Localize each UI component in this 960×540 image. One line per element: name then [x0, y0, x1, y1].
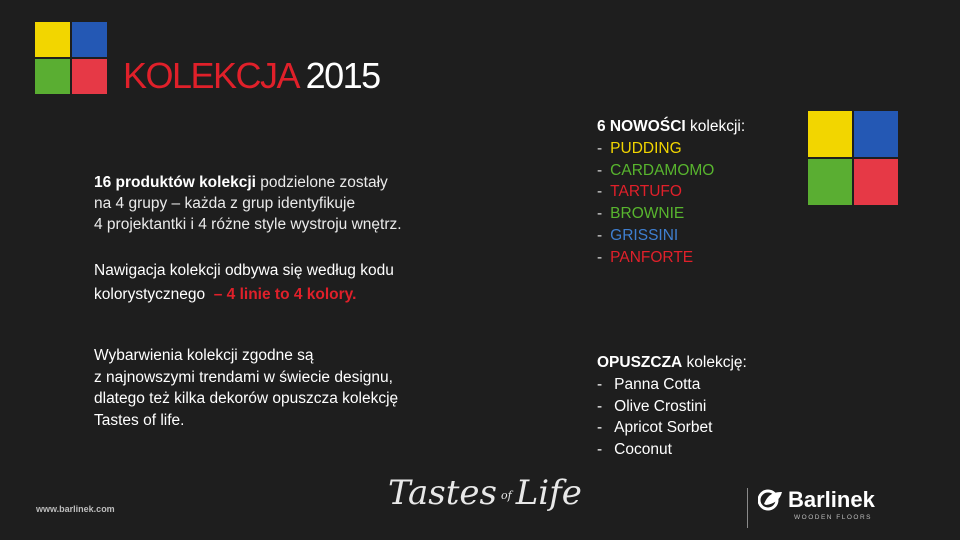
item-dash: - [597, 441, 603, 459]
title-kolekcja: KOLEKCJA [123, 55, 298, 96]
new-items-header [597, 116, 745, 138]
list-item [597, 138, 745, 160]
item-dash: - [597, 226, 603, 244]
green-square [35, 59, 70, 94]
removed-items-header-bold: OPUSZCZA [597, 354, 683, 371]
new-items-list [597, 116, 745, 269]
list-item [597, 417, 747, 439]
red-square [854, 159, 898, 205]
list-item [597, 247, 745, 269]
item-label: GRISSINI [610, 226, 679, 244]
list-item [597, 160, 745, 182]
item-label: TARTUFO [610, 183, 682, 201]
navigation-paragraph [94, 259, 394, 307]
blue-square [72, 22, 107, 57]
item-label: Olive Crostini [614, 397, 707, 415]
yellow-square [35, 22, 70, 57]
list-item [597, 374, 747, 396]
intro-line-1 [94, 172, 402, 193]
item-label: BROWNIE [610, 205, 685, 223]
footer-divider [747, 488, 748, 528]
barlinek-leaf-icon [758, 488, 786, 512]
removed-items-list [597, 352, 747, 461]
item-dash: - [597, 375, 603, 393]
removed-items-header-rest: kolekcję: [682, 354, 747, 371]
item-label: Apricot Sorbet [614, 419, 713, 437]
tastes-of-life-logo [388, 473, 582, 513]
item-dash: - [597, 419, 603, 437]
intro-line-2: na 4 grupy – każda z grup identyfikuje [94, 195, 356, 212]
colours-line-3: dlatego też kilka dekorów opuszcza kolekcję [94, 390, 399, 407]
nav-line-2-text: kolorystycznego [94, 286, 214, 303]
blue-square [854, 111, 898, 157]
red-square [72, 59, 107, 94]
list-item [597, 181, 745, 203]
page-title [123, 55, 380, 96]
logo-of: of [501, 488, 512, 502]
item-label: PANFORTE [610, 248, 694, 266]
nav-line-2 [94, 283, 394, 307]
intro-paragraph [94, 172, 402, 235]
colour-trends-paragraph [94, 345, 398, 431]
logo-life: Life [515, 473, 582, 513]
barlinek-name: Barlinek [788, 487, 875, 512]
item-dash: - [597, 248, 603, 266]
intro-bold: 16 produktów kolekcji [94, 174, 256, 191]
item-dash: - [597, 161, 603, 179]
item-label: CARDAMOMO [610, 161, 715, 179]
intro-line-3: 4 projektantki i 4 różne style wystroju wnętrz. [94, 216, 402, 233]
color-grid-logo-top-left [35, 22, 107, 94]
removed-items-header [597, 352, 747, 374]
item-dash: - [597, 183, 603, 201]
nav-accent: – 4 linie to 4 kolory. [213, 286, 357, 303]
logo-tastes: Tastes [388, 473, 497, 513]
barlinek-tagline: WOODEN FLOORS [794, 514, 873, 521]
list-item [597, 396, 747, 418]
barlinek-logo [758, 488, 875, 521]
title-year: 2015 [305, 55, 380, 96]
colours-line-1: Wybarwienia kolekcji zgodne są [94, 347, 314, 364]
footer-url[interactable]: www.barlinek.com [36, 504, 115, 514]
colours-line-2: z najnowszymi trendami w świecie designu, [94, 368, 393, 386]
item-dash: - [597, 205, 603, 223]
list-item [597, 203, 745, 225]
list-item [597, 225, 745, 247]
list-item [597, 439, 747, 461]
yellow-square [808, 111, 852, 157]
item-label: PUDDING [610, 139, 682, 157]
new-items-header-bold: 6 NOWOŚCI [597, 118, 686, 135]
new-items-header-rest: kolekcji: [685, 118, 746, 135]
item-dash: - [597, 397, 603, 415]
nav-line-1: Nawigacja kolekcji odbywa się według kodu [94, 262, 394, 279]
item-dash: - [597, 139, 603, 157]
item-label: Coconut [614, 441, 672, 459]
green-square [808, 159, 852, 205]
item-label: Panna Cotta [614, 375, 701, 393]
color-grid-logo-top-right [808, 111, 898, 205]
barlinek-name-row [758, 488, 875, 512]
intro-rest: podzielone zostały [255, 174, 388, 191]
colours-line-4: Tastes of life. [94, 411, 185, 429]
